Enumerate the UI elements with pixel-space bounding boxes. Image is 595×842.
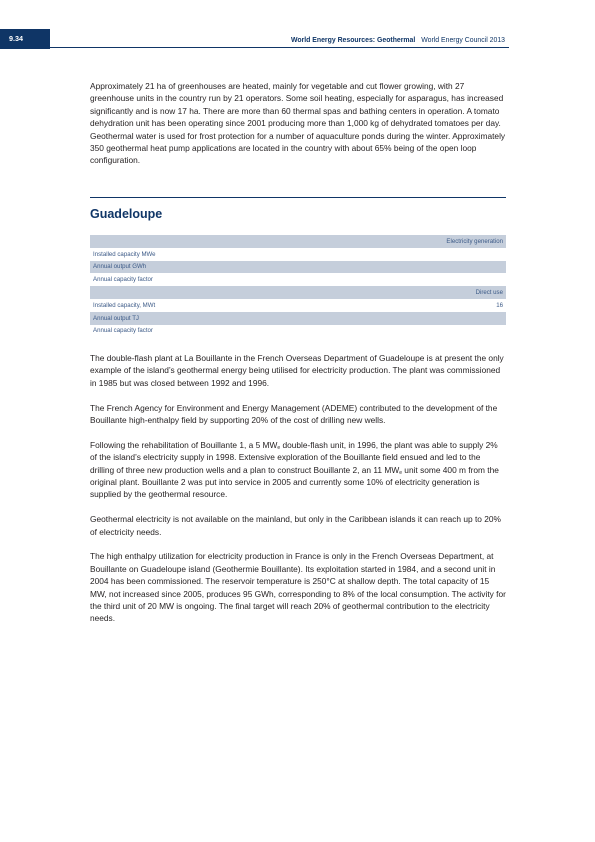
running-header (291, 37, 505, 44)
section-title: Guadeloupe (90, 207, 163, 221)
row-label: Annual output GWh (93, 263, 147, 271)
intro-block (90, 80, 506, 167)
geothermal-table (90, 235, 506, 337)
paragraph-plant-history: The double-flash plant at La Bouillante in the French Overseas Department of Guadeloupe is at present the only example of the island’s geothermal energy being utilised for electricity production. The plant was commissioned in 1985 but was closed between 1992 and 1996. (90, 353, 504, 388)
report-title: World Energy Resources: Geothermal (290, 37, 416, 44)
page-number: 9.34 (9, 34, 23, 43)
body-text (90, 352, 506, 625)
row-label: Installed capacity, MWt (93, 301, 156, 309)
table-row (90, 248, 506, 261)
paragraph-ademe: The French Agency for Environment and Energy Management (ADEME) contributed to the development of the Bouillante high-enthalpy field by supporting 20% of the cost of drilling new wells. (90, 402, 498, 426)
subscript: e (277, 444, 281, 451)
table-header-direct-use (90, 286, 506, 299)
table-row (90, 299, 506, 312)
table-row (90, 273, 506, 286)
paragraph-caribbean: Geothermal electricity is not available on the mainland, but only in the Caribbean islands it can reach up to 20% of electricity needs. (90, 514, 501, 537)
row-label: Installed capacity MWe (93, 250, 156, 258)
table-row (90, 325, 506, 338)
text-run: unit some 400 m from the original plant. Bouillante 2 was put into service in 2005 and currently some 10% of electricity generation is supplied by the geothermal resource. (90, 464, 499, 500)
row-label: Annual capacity factor (93, 276, 153, 284)
row-label: Annual capacity factor (93, 327, 153, 335)
header-rule (50, 47, 509, 48)
row-label: Annual output TJ (93, 314, 139, 322)
paragraph-high-enthalpy: The high enthalpy utilization for electricity production in France is only in the French Overseas Department, at Bouillante on Guadeloupe island (Geothermie Bouillante). Its exploitation started in 1984, and a second unit in 2004 has been commissioned. The reservoir temperature is 250°C at shallow depth. The total capacity of 15 MW, not increased since 2005, produces 95 GWh, corresponding to 8% of the local consumption. The activity for the third unit of 20 MW is ongoing. The final target will reach 20% of geothermal contribution to the electricity needs. (90, 551, 506, 624)
intro-paragraph: Approximately 21 ha of greenhouses are heated, mainly for vegetable and cut flower growing, with 27 greenhouse units in the country run by 21 operators. Some soil heating, especially for asparagus, has increased significantly and is now 17 ha. There are more than 60 thermal spas and bathing centers in operation. A tomato dehydration unit has been operating since 2001 producing more than 1,000 kg of dehydrated tomatoes per day. Geothermal water is used for frost protection for a number of aquaculture ponds during the winter. Approximately 350 geothermal heat pump applications are located in the country with about 65% being of the open loop configuration. (90, 81, 506, 166)
text-run: Following the rehabilitation of Bouillante 1, a 5 MW (90, 439, 278, 450)
section-rule (90, 197, 506, 198)
row-value: 16 (496, 301, 503, 309)
table-row (90, 312, 506, 325)
table-header-label: Electricity generation (446, 237, 503, 245)
text-run: double-flash unit, in 1996, the plant was able to supply 2% of the island’s electricity supply in 1998. Extensive exploration of the Bouillante field ensued and led to the drilling of three new production wells and a plan to construct Bouillante 2, an 11 MW (90, 439, 498, 475)
subscript: e (399, 469, 402, 476)
publisher: World Energy Council 2013 (421, 37, 505, 44)
paragraph-rehabilitation (90, 439, 506, 501)
table-header-electricity (90, 235, 506, 248)
table-header-label: Direct use (475, 289, 503, 297)
page-number-tab (0, 29, 50, 49)
table-row (90, 261, 506, 274)
